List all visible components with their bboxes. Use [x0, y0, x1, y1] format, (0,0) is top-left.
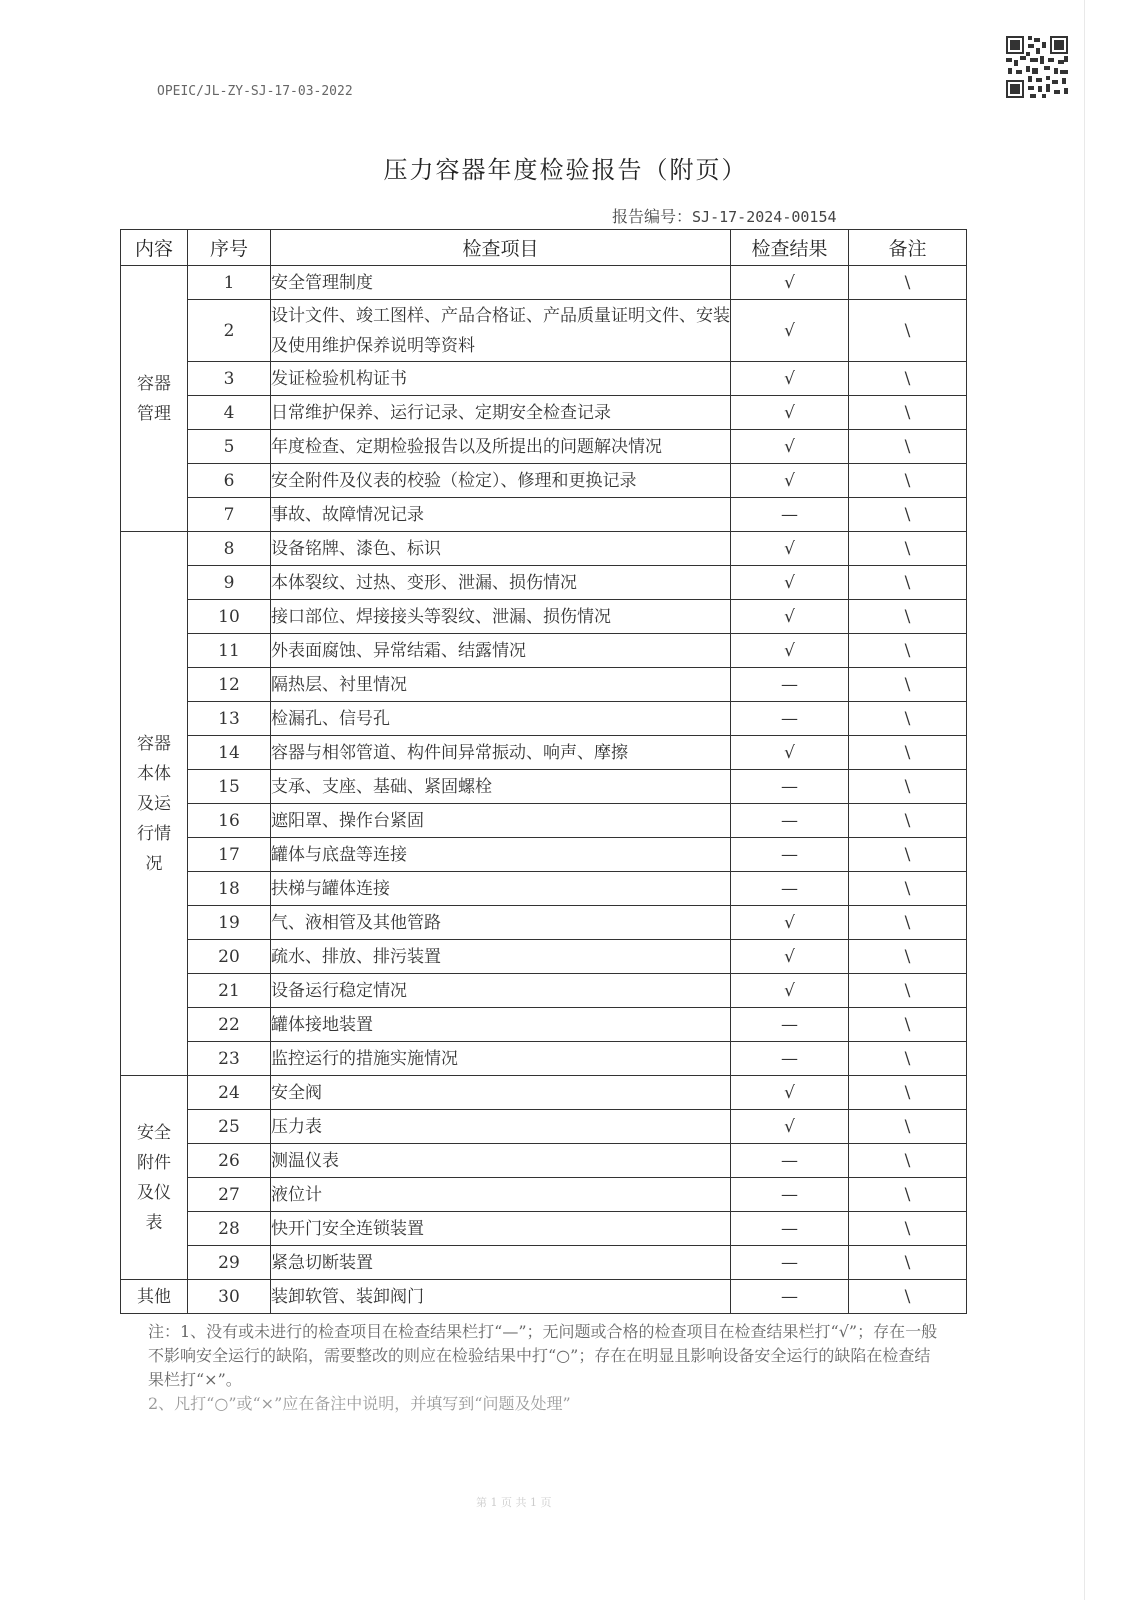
category-label: 容器本体及运行情况: [137, 733, 171, 874]
row-number: 24: [188, 1076, 271, 1110]
row-item: 测温仪表: [271, 1144, 731, 1178]
page-number: 第 1 页 共 1 页: [476, 1496, 552, 1509]
table-row: [121, 1110, 967, 1144]
row-remark: \: [849, 266, 967, 300]
row-number: 10: [188, 600, 271, 634]
row-item: 设备运行稳定情况: [271, 974, 731, 1008]
notes: [148, 1320, 938, 1416]
row-number: 4: [188, 396, 271, 430]
header-remark: 备注: [849, 230, 967, 266]
row-item: 压力表: [271, 1110, 731, 1144]
category-label: 安全附件及仪表: [137, 1122, 171, 1233]
row-item: 监控运行的措施实施情况: [271, 1042, 731, 1076]
note-2: 2、凡打“○”或“×”应在备注中说明，并填写到“问题及处理”: [148, 1394, 571, 1413]
row-remark: \: [849, 770, 967, 804]
row-remark: \: [849, 940, 967, 974]
row-result: √: [731, 566, 849, 600]
row-item: 日常维护保养、运行记录、定期安全检查记录: [271, 396, 731, 430]
table-row: [121, 634, 967, 668]
row-item: 罐体与底盘等连接: [271, 838, 731, 872]
row-remark: \: [849, 1280, 967, 1314]
row-item: 紧急切断装置: [271, 1246, 731, 1280]
table-row: [121, 736, 967, 770]
row-item: 疏水、排放、排污装置: [271, 940, 731, 974]
row-number: 15: [188, 770, 271, 804]
row-remark: \: [849, 668, 967, 702]
row-result: √: [731, 362, 849, 396]
row-number: 30: [188, 1280, 271, 1314]
row-remark: \: [849, 634, 967, 668]
row-result: —: [731, 770, 849, 804]
row-item: 装卸软管、装卸阀门: [271, 1280, 731, 1314]
table-header-row: [121, 230, 967, 266]
table-row: [121, 300, 967, 362]
table-row: [121, 396, 967, 430]
row-number: 5: [188, 430, 271, 464]
row-remark: \: [849, 1178, 967, 1212]
row-result: —: [731, 1246, 849, 1280]
row-number: 3: [188, 362, 271, 396]
row-number: 20: [188, 940, 271, 974]
header-result: 检查结果: [731, 230, 849, 266]
row-result: —: [731, 1178, 849, 1212]
row-number: 27: [188, 1178, 271, 1212]
table-row: [121, 532, 967, 566]
row-number: 16: [188, 804, 271, 838]
row-result: √: [731, 300, 849, 362]
row-remark: \: [849, 532, 967, 566]
row-remark: \: [849, 498, 967, 532]
row-result: —: [731, 498, 849, 532]
row-item: 液位计: [271, 1178, 731, 1212]
table-row: [121, 668, 967, 702]
row-result: √: [731, 464, 849, 498]
table-row: [121, 1042, 967, 1076]
table-row: [121, 702, 967, 736]
row-number: 19: [188, 906, 271, 940]
table-row: [121, 838, 967, 872]
row-remark: \: [849, 1008, 967, 1042]
report-number-label: 报告编号：: [612, 207, 693, 226]
table-row: [121, 498, 967, 532]
row-remark: \: [849, 838, 967, 872]
row-result: √: [731, 266, 849, 300]
row-result: √: [731, 532, 849, 566]
row-remark: \: [849, 464, 967, 498]
row-remark: \: [849, 1076, 967, 1110]
qr-code-icon: [1006, 36, 1068, 98]
row-number: 9: [188, 566, 271, 600]
row-result: —: [731, 1144, 849, 1178]
table-row: [121, 1144, 967, 1178]
row-remark: \: [849, 1144, 967, 1178]
row-remark: \: [849, 736, 967, 770]
row-remark: \: [849, 804, 967, 838]
table-row: [121, 872, 967, 906]
row-result: —: [731, 838, 849, 872]
row-number: 22: [188, 1008, 271, 1042]
table-row: [121, 1246, 967, 1280]
row-result: —: [731, 1042, 849, 1076]
table-row: [121, 1076, 967, 1110]
table-body: [121, 266, 967, 1314]
table-row: [121, 464, 967, 498]
row-item: 安全附件及仪表的校验（检定）、修理和更换记录: [271, 464, 731, 498]
row-number: 29: [188, 1246, 271, 1280]
category-cell: [121, 266, 188, 532]
table-row: [121, 940, 967, 974]
row-item: 遮阳罩、操作台紧固: [271, 804, 731, 838]
row-number: 17: [188, 838, 271, 872]
row-remark: \: [849, 1246, 967, 1280]
report-number: [612, 204, 837, 227]
row-result: —: [731, 1280, 849, 1314]
row-item: 发证检验机构证书: [271, 362, 731, 396]
row-result: √: [731, 1110, 849, 1144]
row-result: √: [731, 600, 849, 634]
row-remark: \: [849, 566, 967, 600]
report-title: 压力容器年度检验报告（附页）: [383, 156, 748, 184]
row-number: 1: [188, 266, 271, 300]
header-number: 序号: [188, 230, 271, 266]
table-row: [121, 1008, 967, 1042]
row-number: 26: [188, 1144, 271, 1178]
row-item: 本体裂纹、过热、变形、泄漏、损伤情况: [271, 566, 731, 600]
table-row: [121, 1280, 967, 1314]
row-item: 设备铭牌、漆色、标识: [271, 532, 731, 566]
row-result: √: [731, 974, 849, 1008]
row-remark: \: [849, 906, 967, 940]
category-label: 容器管理: [137, 373, 171, 424]
note-1: 注：1、没有或未进行的检查项目在检查结果栏打“—”；无问题或合格的检查项目在检查结果栏打“√”；存在一般不影响安全运行的缺陷，需要整改的则应在检验结果中打“○”；存在在明显且影响设备安全运行的缺陷在检查结果栏打“×”。: [148, 1322, 938, 1389]
row-item: 事故、故障情况记录: [271, 498, 731, 532]
table-row: [121, 1212, 967, 1246]
row-item: 罐体接地装置: [271, 1008, 731, 1042]
row-item: 容器与相邻管道、构件间异常振动、响声、摩擦: [271, 736, 731, 770]
row-item: 支承、支座、基础、紧固螺栓: [271, 770, 731, 804]
table-row: [121, 974, 967, 1008]
table-row: [121, 906, 967, 940]
row-remark: \: [849, 1042, 967, 1076]
inspection-checklist-table: [120, 229, 967, 1314]
table-row: [121, 1178, 967, 1212]
category-cell: [121, 1076, 188, 1280]
row-remark: \: [849, 396, 967, 430]
row-item: 设计文件、竣工图样、产品合格证、产品质量证明文件、安装及使用维护保养说明等资料: [271, 300, 731, 362]
category-cell: [121, 532, 188, 1076]
table-row: [121, 266, 967, 300]
row-number: 14: [188, 736, 271, 770]
row-item: 检漏孔、信号孔: [271, 702, 731, 736]
table-row: [121, 430, 967, 464]
row-number: 8: [188, 532, 271, 566]
row-result: —: [731, 872, 849, 906]
row-item: 安全管理制度: [271, 266, 731, 300]
row-remark: \: [849, 1212, 967, 1246]
row-result: √: [731, 940, 849, 974]
row-result: √: [731, 906, 849, 940]
row-remark: \: [849, 1110, 967, 1144]
category-cell: [121, 1280, 188, 1314]
row-remark: \: [849, 974, 967, 1008]
row-result: —: [731, 804, 849, 838]
table-row: [121, 770, 967, 804]
row-number: 2: [188, 300, 271, 362]
header-category: 内容: [121, 230, 188, 266]
table-row: [121, 804, 967, 838]
table-row: [121, 362, 967, 396]
row-item: 年度检查、定期检验报告以及所提出的问题解决情况: [271, 430, 731, 464]
row-number: 28: [188, 1212, 271, 1246]
report-number-value: SJ-17-2024-00154: [692, 208, 837, 226]
row-number: 25: [188, 1110, 271, 1144]
row-item: 外表面腐蚀、异常结霜、结露情况: [271, 634, 731, 668]
table-row: [121, 600, 967, 634]
row-remark: \: [849, 430, 967, 464]
row-result: √: [731, 396, 849, 430]
row-result: —: [731, 1008, 849, 1042]
row-item: 接口部位、焊接接头等裂纹、泄漏、损伤情况: [271, 600, 731, 634]
row-number: 23: [188, 1042, 271, 1076]
row-number: 7: [188, 498, 271, 532]
row-remark: \: [849, 300, 967, 362]
category-label: 其他: [137, 1286, 171, 1307]
row-result: —: [731, 702, 849, 736]
row-item: 隔热层、衬里情况: [271, 668, 731, 702]
row-result: √: [731, 736, 849, 770]
row-remark: \: [849, 362, 967, 396]
row-result: —: [731, 1212, 849, 1246]
row-item: 气、液相管及其他管路: [271, 906, 731, 940]
table-row: [121, 566, 967, 600]
row-number: 12: [188, 668, 271, 702]
row-item: 扶梯与罐体连接: [271, 872, 731, 906]
header-item: 检查项目: [271, 230, 731, 266]
row-result: —: [731, 668, 849, 702]
page-edge-line: [1084, 0, 1085, 1600]
row-result: √: [731, 1076, 849, 1110]
row-result: √: [731, 430, 849, 464]
row-remark: \: [849, 872, 967, 906]
document-code: OPEIC/JL-ZY-SJ-17-03-2022: [157, 84, 353, 99]
row-number: 11: [188, 634, 271, 668]
row-item: 快开门安全连锁装置: [271, 1212, 731, 1246]
row-item: 安全阀: [271, 1076, 731, 1110]
row-result: √: [731, 634, 849, 668]
row-remark: \: [849, 600, 967, 634]
row-number: 13: [188, 702, 271, 736]
row-number: 6: [188, 464, 271, 498]
row-remark: \: [849, 702, 967, 736]
row-number: 18: [188, 872, 271, 906]
row-number: 21: [188, 974, 271, 1008]
